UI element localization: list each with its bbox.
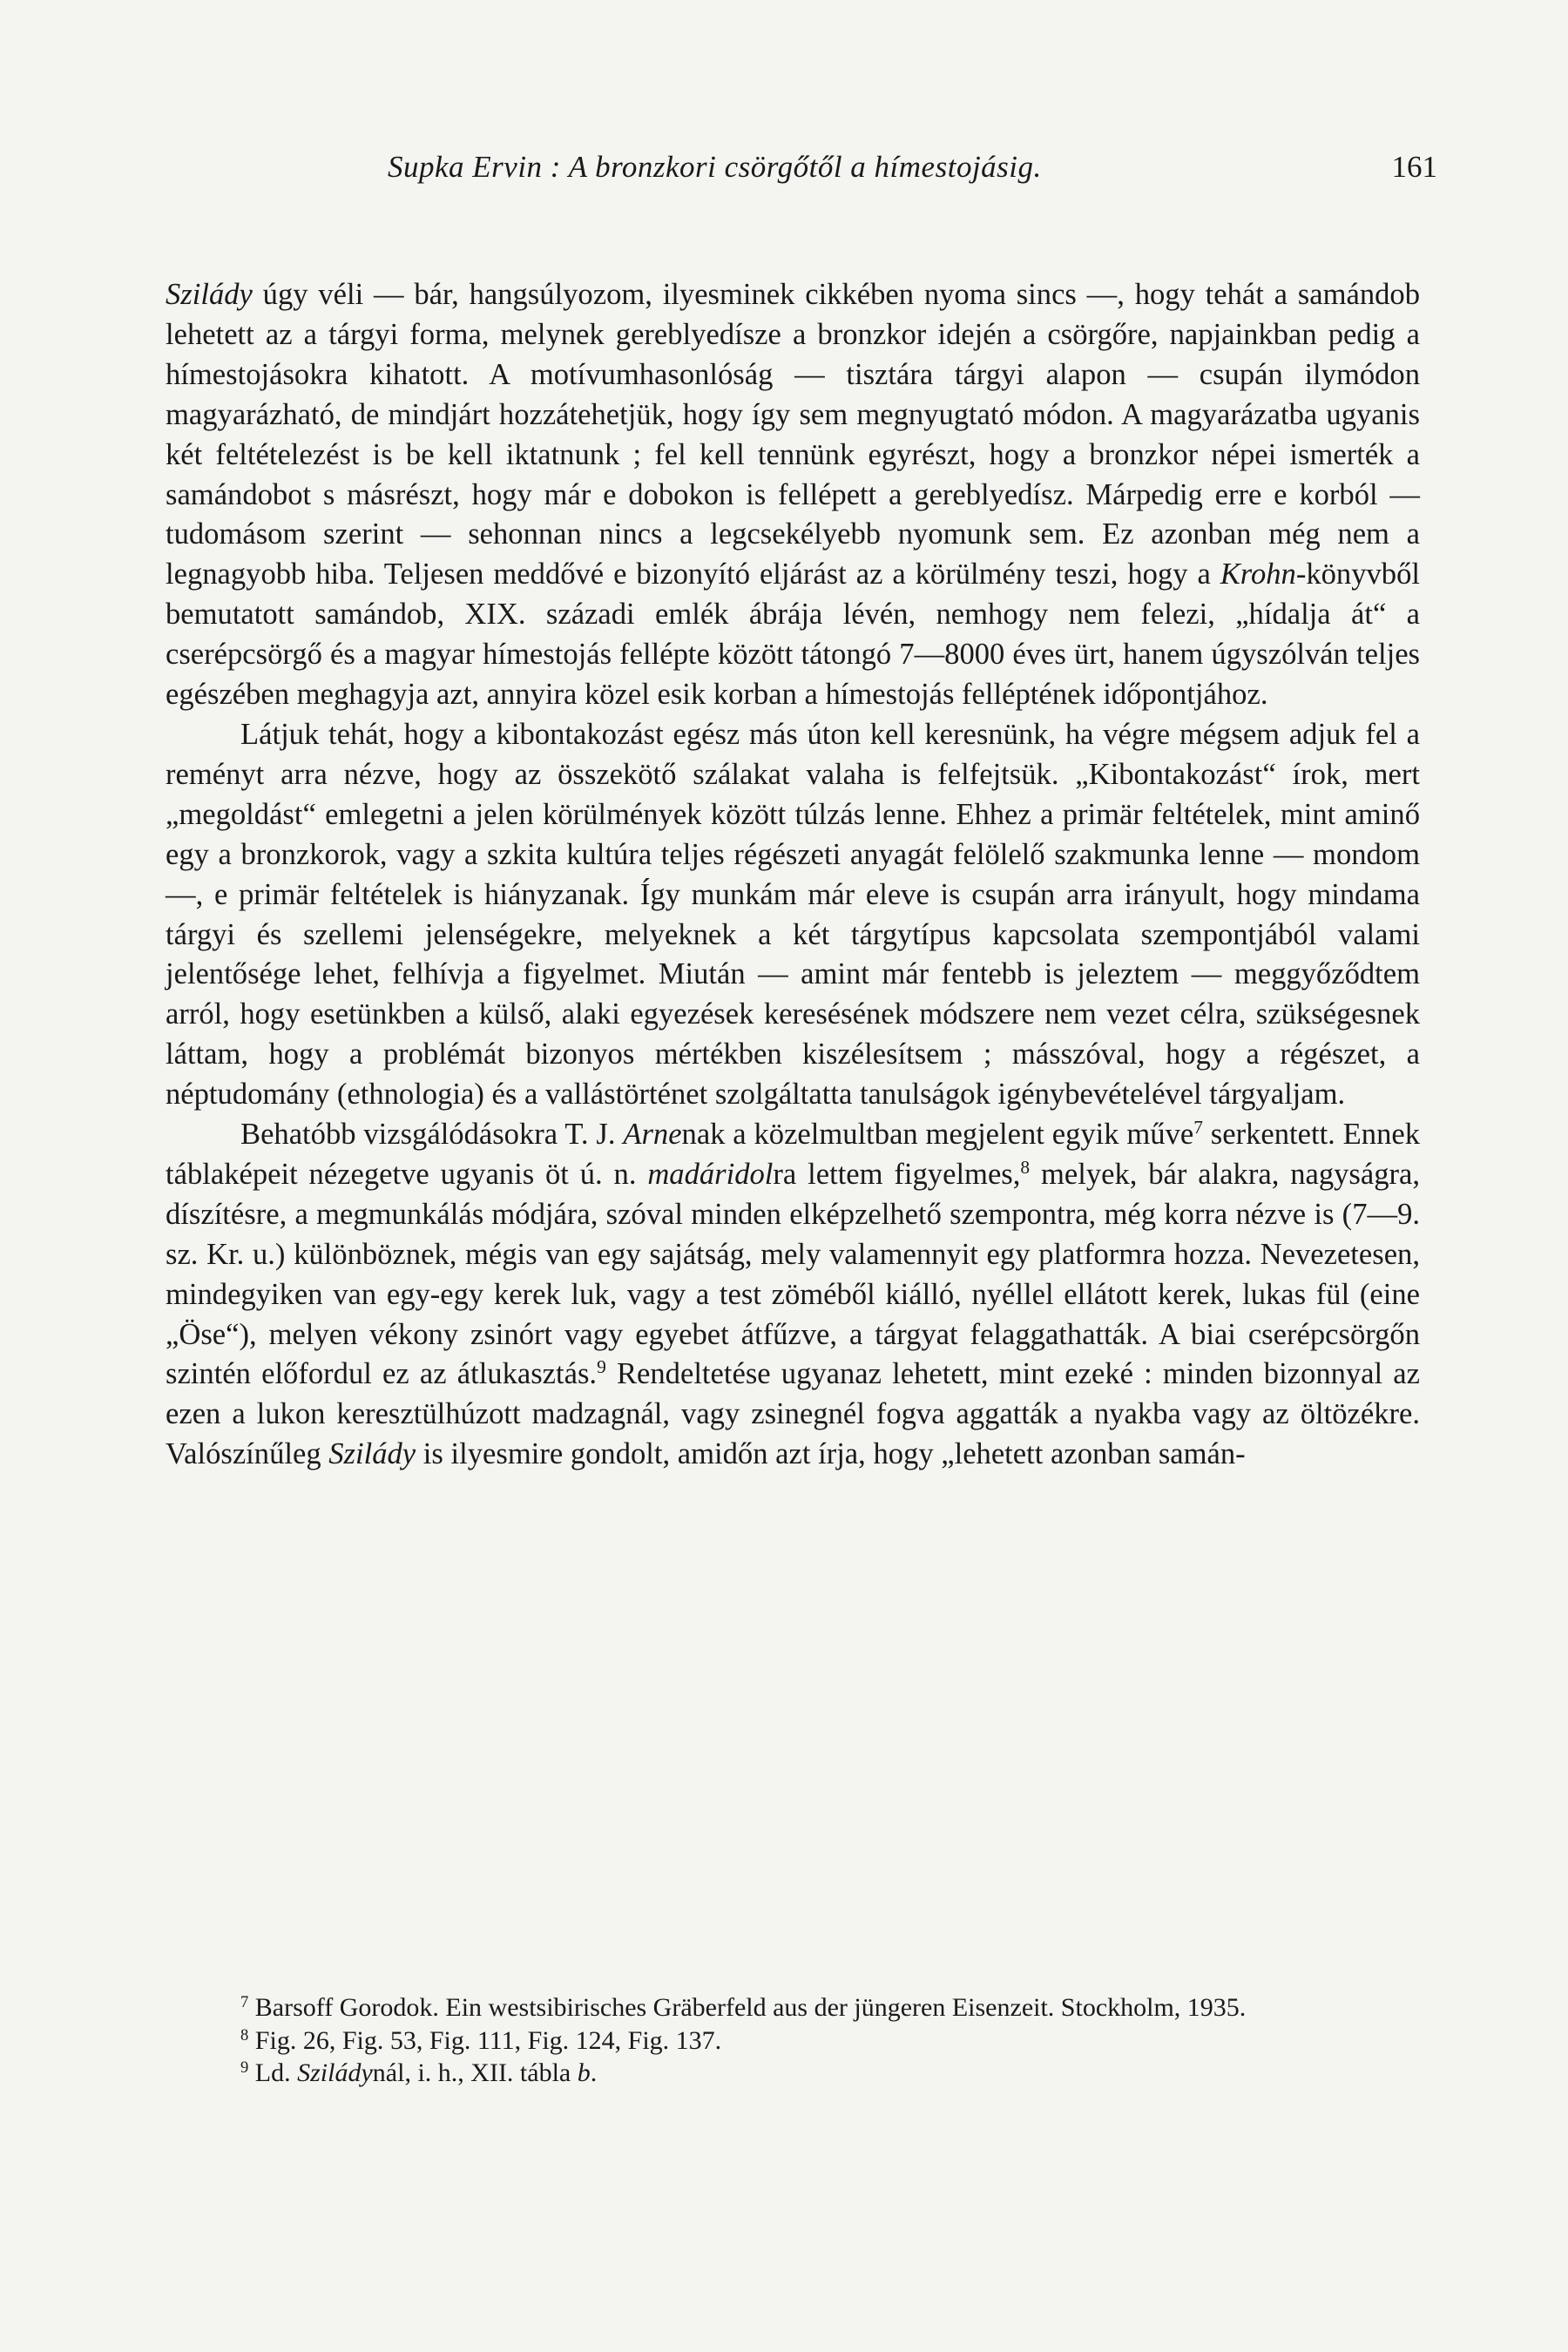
- text-run: serkentett. Ennek táblaképeit nézegetve ugyanis öt ú. n.: [166, 1118, 1420, 1191]
- text-run: .: [590, 2058, 598, 2087]
- text-run: ra lettem figyelmes,: [773, 1157, 1021, 1191]
- paragraph: [166, 1115, 1420, 1475]
- footnote-ref: 7: [1193, 1117, 1203, 1139]
- italic-text: Krohn: [1220, 558, 1296, 591]
- italic-text: Arne: [623, 1118, 682, 1152]
- text-run: Barsoff Gorodok. Ein westsibirisches Gräberfeld aus der jüngeren Eisenzeit. Stockholm, 1935.: [248, 1993, 1247, 2022]
- text-run: melyek, bár alakra, nagyságra, díszítésre, a megmunkálás módjára, szóval minden elképzelhető szempontra, még korra nézve is (7—9. sz. Kr. u.) különböznek, mégis van egy sajátság, mely valamennyit egy platformra hozza. Nevezetesen, mindegyiken van egy-egy kerek luk, vagy a test zöméből kiálló, nyéllel ellátott kerek, lukas fül (eine „Öse“), melyen vékony zsinórt vagy egyebet átfűzve, a tárgyat felaggathatták. A biai cserépcsörgőn szintén előfordul ez az átlukasztás.: [166, 1157, 1421, 1391]
- footnote: [166, 2057, 1420, 2090]
- running-title: Supka Ervin : A bronzkori csörgőtől a hímestojásig.: [388, 150, 1042, 184]
- text-run: Látjuk tehát, hogy a kibontakozást egész más úton kell keresnünk, ha végre mégsem adjuk fel a reményt arra nézve, hogy az összekötő szálakat valaha is felfejtsük. „Kibontakozást“ írok, mert „megoldást“ emlegetni a jelen körülmények között túlzás lenne. Ehhez a primär feltételek, mint aminő egy a bronzkorok, vagy a szkita kultúra teljes régészeti anyagát felölelő szakmunka lenne — mondom —, e primär feltételek is hiányzanak. Így munkám már eleve is csupán arra irányult, hogy mindama tárgyi és szellemi jelenségekre, melyeknek a két tárgytípus kapcsolata szempontjából valami jelentősége lehet, felhívja a figyelmet. Miután — amint már fentebb is jeleztem — meggyőződtem arról, hogy esetünkben a külső, alaki egyezések keresésének módszere nem vezet célra, szükségesnek láttam, hogy a problémát bizonyos mértékben kiszélesítsem ; másszóval, hogy a régészet, a néptudomány (ethnologia) és a vallástörténet szolgáltatta tanulságok igénybevételével tárgyaljam.: [166, 717, 1420, 1112]
- text-run: Rendeltetése ugyanaz lehetett, mint ezeké : minden bizonnyal az ezen a lukon keresztülhúzott madzagnál, vagy zsinegnél fogva aggatták a nyakba vagy az öltözékre. Valószínűleg: [166, 1357, 1420, 1471]
- italic-text: madáridol: [647, 1157, 774, 1191]
- italic-text: Szilády: [328, 1437, 416, 1471]
- text-run: nak a közelmultban megjelent egyik műve: [681, 1118, 1194, 1152]
- body-text: [166, 275, 1420, 1475]
- footnote: [166, 2024, 1420, 2058]
- text-run: nál, i. h., XII. tábla: [372, 2058, 578, 2087]
- text-run: Fig. 26, Fig. 53, Fig. 111, Fig. 124, Fig. 137.: [248, 2025, 722, 2055]
- footnote-ref: 8: [1020, 1157, 1031, 1179]
- paragraph: [166, 715, 1420, 1115]
- footnote-ref: 9: [597, 1356, 606, 1378]
- text-run: -könyvből bemutatott samándob, XIX. századi emlék ábrája lévén, nemhogy nem felezi, „hídalja át“ a cserépcsörgő és a magyar hímestojás fellépte között tátongó 7—8000 éves ürt, hanem úgyszólván teljes egészében meghagyja azt, annyira közel esik korban a hímestojás felléptének időpontjához.: [166, 558, 1420, 712]
- italic-text: Szilády: [297, 2058, 373, 2087]
- footnotes: [166, 1991, 1420, 2090]
- running-head: [166, 150, 1437, 193]
- page-number: 161: [1391, 150, 1437, 184]
- text-run: is ilyesmire gondolt, amidőn azt írja, hogy „lehetett azonban samán-: [416, 1437, 1246, 1471]
- text-run: úgy véli — bár, hangsúlyozom, ilyesminek cikkében nyoma sincs —, hogy tehát a samándob lehetett az a tárgyi forma, melynek gereblyedísze a bronzkor idején a csörgőre, napjainkban pedig a hímestojásokra kihatott. A motívumhasonlóság — tisztára tárgyi alapon — csupán ilymódon magyarázható, de mindjárt hozzátehetjük, hogy így sem megnyugtató módon. A magyarázatba ugyanis két feltételezést is be kell iktatnunk ; fel kell tennünk egyrészt, hogy a bronzkor népei ismerték a samándobot s másrészt, hogy már e dobokon is fellépett a gereblyedísz. Márpedig erre e korból — tudomásom szerint — sehonnan nincs a legcsekélyebb nyomunk sem. Ez azonban még nem a legnagyobb hiba. Teljesen meddővé e bizonyító eljárást az a körülmény teszi, hogy a: [166, 278, 1420, 591]
- footnote-ref: 9: [240, 2058, 249, 2077]
- footnote-ref: 7: [240, 1992, 249, 2011]
- italic-text: Szilády: [166, 278, 253, 311]
- text-run: Behatóbb vizsgálódásokra T. J.: [240, 1118, 624, 1152]
- paragraph: [166, 275, 1420, 715]
- footnote: [166, 1991, 1420, 2024]
- text-run: Ld.: [248, 2058, 298, 2087]
- footnote-ref: 8: [240, 2025, 249, 2044]
- italic-text: b: [577, 2058, 591, 2087]
